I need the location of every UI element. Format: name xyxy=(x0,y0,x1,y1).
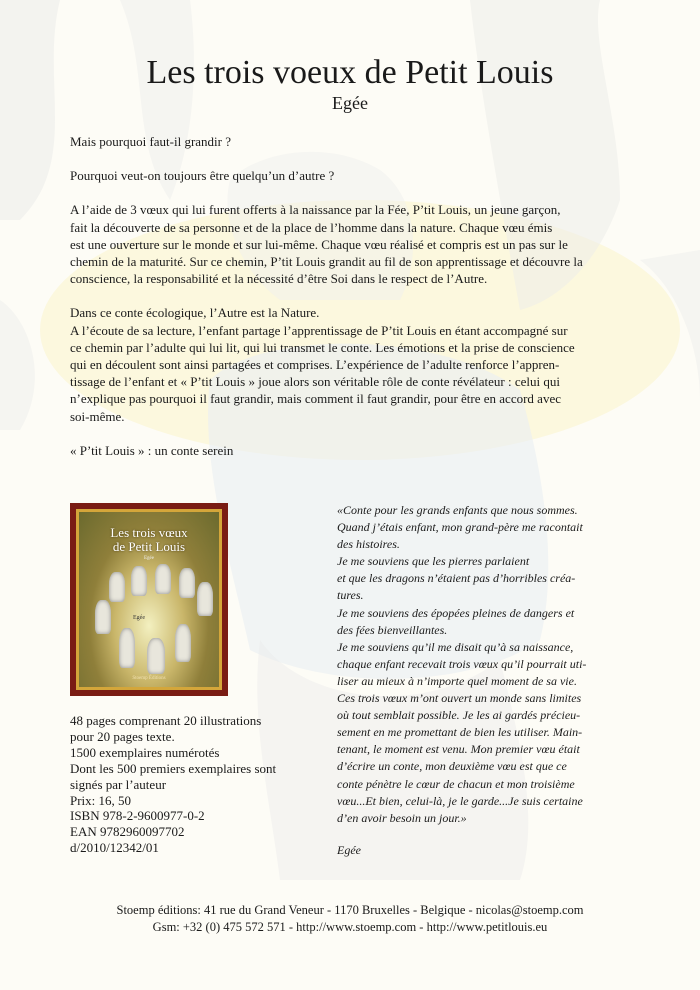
stone-icon xyxy=(147,638,165,674)
paragraph-2-line: Dans ce conte écologique, l’Autre est la Nature. xyxy=(70,305,320,321)
quote-line: chaque enfant recevait trois vœux qu’il pourrait uti- xyxy=(337,656,587,671)
quote-line: Je me souviens des épopées pleines de dangers et xyxy=(337,605,575,620)
paragraph-2-line: tissage de l’enfant et « P’tit Louis » joue alors son véritable rôle de conte révélateur : celui qui xyxy=(70,374,560,390)
paragraph-2 xyxy=(70,304,640,424)
spec-line: Dont les 500 premiers exemplaires sont xyxy=(70,760,277,776)
paragraph-2-line: n’explique pas pourquoi il faut grandir, mais comment il faut grandir, pour être en accord avec xyxy=(70,391,561,407)
paragraph-1-line: est une ouverture sur le monde et sur lui-même. Chaque vœu réalisé et compris est un pas sur le xyxy=(70,236,568,252)
quote-line: des fées bienveillantes. xyxy=(337,622,448,637)
stone-icon xyxy=(197,582,213,616)
document-author: Egée xyxy=(332,93,368,113)
paragraph-1 xyxy=(70,201,640,287)
cover-title-line: Les trois vœux xyxy=(110,525,188,540)
stone-icon xyxy=(131,566,147,596)
stone-icon xyxy=(179,568,195,598)
quote-line: sement en me promettant de bien les utiliser. Main- xyxy=(337,725,583,740)
spec-line: 1500 exemplaires numérotés xyxy=(70,744,220,760)
quote-signature: Egée xyxy=(337,843,361,857)
quote-line: Je me souviens qu’il me disait qu’à sa naissance, xyxy=(337,639,574,654)
question-2: Pourquoi veut-on toujours être quelqu’un d’autre ? xyxy=(70,168,335,184)
quote-line: tures. xyxy=(337,588,364,603)
quote-line: liser au mieux à n’importe quel moment de sa vie. xyxy=(337,673,577,688)
stone-icon xyxy=(109,572,125,602)
paragraph-1-line: fait la découverte de sa personne et de la place de l’homme dans la nature. Chaque vœu émis xyxy=(70,219,553,235)
tagline: « P’tit Louis » : un conte serein xyxy=(70,442,234,458)
document-title: Les trois voeux de Petit Louis xyxy=(146,54,554,91)
spec-price: Prix: 16, 50 xyxy=(70,792,132,808)
stone-icon xyxy=(95,600,111,634)
stone-icon xyxy=(119,628,135,668)
paragraph-2-line: A l’écoute de sa lecture, l’enfant partage l’apprentissage de P’tit Louis en étant accompagné sur xyxy=(70,322,568,338)
paragraph-1-line: chemin de la maturité. Sur ce chemin, P’tit Louis grandit au fil de son apprentissage et découvre la xyxy=(70,254,583,270)
cover-publisher: Stoemp Éditions xyxy=(132,676,166,681)
quote-line: Quand j’étais enfant, mon grand-père me racontait xyxy=(337,520,583,535)
spec-line: 48 pages comprenant 20 illustrations xyxy=(70,713,262,728)
spec-line: pour 20 pages texte. xyxy=(70,728,175,744)
spec-legal-deposit: d/2010/12342/01 xyxy=(70,840,159,856)
cover-title-line: de Petit Louis xyxy=(112,539,186,554)
cover-label: Egée xyxy=(133,615,145,621)
quote-line: où tout semblait possible. Je les ai gardés précieu- xyxy=(337,708,581,723)
footer-address: Stoemp éditions: 41 rue du Grand Veneur - 1170 Bruxelles - Belgique - nicolas@stoemp.com xyxy=(116,903,584,917)
book-cover-art xyxy=(76,509,222,690)
stone-icon xyxy=(175,624,191,662)
quote-line: Ces trois vœux m’ont ouvert un monde sans limites xyxy=(337,691,582,706)
paragraph-1-line: A l’aide de 3 vœux qui lui furent offerts à la naissance par la Fée, P’tit Louis, un jeune garçon, xyxy=(70,202,561,218)
paragraph-2-line: ce chemin par l’adulte qui lui lit, qui lui transmet le conte. Les émotions et la prise de conscience xyxy=(70,339,575,355)
author-quote xyxy=(337,502,637,827)
quote-line: vœu...Et bien, celui-là, je le garde...Je suis certaine xyxy=(337,793,583,808)
paragraph-1-line: conscience, la responsabilité et la nécessité d’être Soi dans le respect de l’Autre. xyxy=(70,271,488,287)
question-1: Mais pourquoi faut-il grandir ? xyxy=(70,134,232,149)
cover-title xyxy=(79,526,219,554)
quote-line: et que les dragons n’étaient pas d’horribles créa- xyxy=(337,571,576,586)
footer-contact: Gsm: +32 (0) 475 572 571 - http://www.stoemp.com - http://www.petitlouis.eu xyxy=(152,920,548,934)
quote-line: «Conte pour les grands enfants que nous sommes. xyxy=(337,503,578,517)
quote-line: d’écrire un conte, mon deuxième vœu est que ce xyxy=(337,759,567,774)
quote-line: d’en avoir besoin un jour.» xyxy=(337,810,467,825)
cover-author: Egée xyxy=(144,556,154,561)
intro-section xyxy=(70,133,640,459)
paragraph-2-line: soi-même. xyxy=(70,408,125,424)
spec-ean: EAN 9782960097702 xyxy=(70,824,185,840)
book-cover-image xyxy=(70,503,228,696)
spec-isbn: ISBN 978-2-9600977-0-2 xyxy=(70,808,205,824)
quote-line: tenant, le moment est venu. Mon premier vœu était xyxy=(337,742,580,757)
quote-line: Je me souviens que les pierres parlaient xyxy=(337,554,530,569)
spec-line: signés par l’auteur xyxy=(70,776,167,792)
quote-line: conte pénètre le cœur de chacun et mon troisième xyxy=(337,776,575,791)
stone-icon xyxy=(155,564,171,594)
publisher-footer xyxy=(0,902,700,936)
quote-line: des histoires. xyxy=(337,537,400,552)
paragraph-2-line: qui en découlent sont ainsi partagées et comprises. L’expérience de l’adulte renforce l’appren- xyxy=(70,357,560,373)
book-specs xyxy=(70,713,320,856)
